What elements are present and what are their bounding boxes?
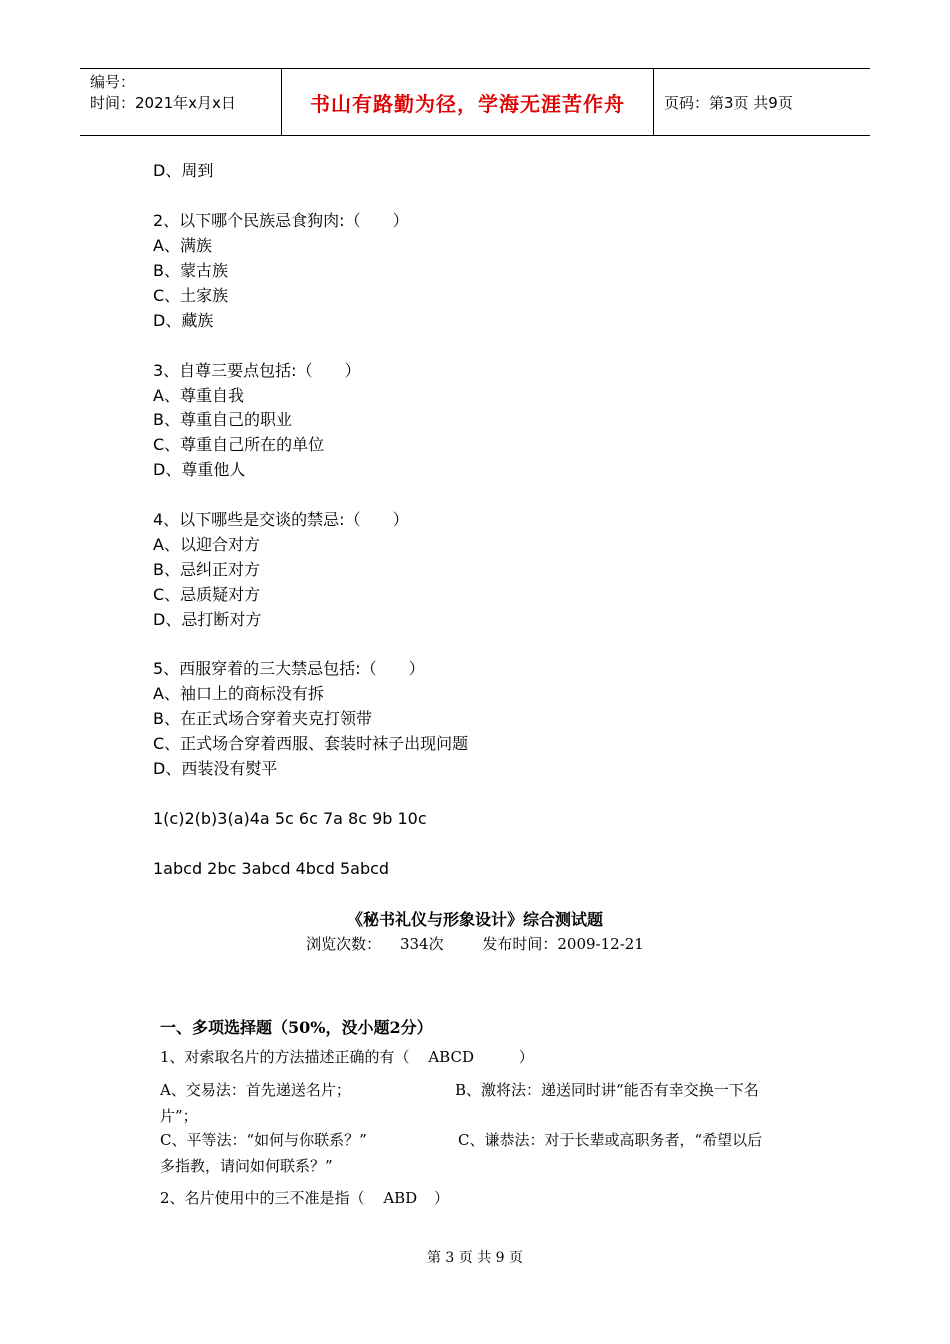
- q3-stem: 3、自尊三要点包括:（ ）: [153, 361, 361, 380]
- q2-option: D、藏族: [153, 311, 214, 330]
- answers-line-2: 1abcd 2bc 3abcd 4bcd 5abcd: [153, 859, 390, 878]
- q1-option-d: D、周到: [153, 161, 214, 180]
- page-label: 页码：第3页 共9页: [664, 93, 793, 112]
- sq1-close: ）: [518, 1048, 534, 1066]
- sq1-stem: [160, 1046, 534, 1067]
- sq1-option-b-cont: 片”；: [160, 1107, 198, 1125]
- sq1-option-c: C、平等法：“如何与你联系？”: [160, 1131, 367, 1149]
- q2-stem: 2、以下哪个民族忌食狗肉:（ ）: [153, 211, 409, 230]
- q3-option: C、尊重自己所在的单位: [153, 435, 325, 454]
- q5-option: B、在正式场合穿着夹克打领带: [153, 709, 372, 728]
- number-label: 编号：: [90, 73, 136, 91]
- sq1-option-d: C、谦恭法：对于长辈或高职务者，“希望以后: [458, 1131, 763, 1149]
- sq1-stem-text: 1、对索取名片的方法描述正确的有（: [160, 1048, 410, 1066]
- q5-option: A、袖口上的商标没有拆: [153, 684, 324, 703]
- motto: 书山有路勤为径，学海无涯苦作舟: [310, 91, 625, 116]
- views-count: 334次: [399, 935, 444, 953]
- q4-option: D、忌打断对方: [153, 610, 262, 629]
- sq2-stem-text: 2、名片使用中的三不准是指（: [160, 1189, 365, 1207]
- q4-option: B、忌纠正对方: [153, 560, 260, 579]
- article-meta: [0, 933, 950, 954]
- q4-stem: 4、以下哪些是交谈的禁忌:（ ）: [153, 510, 409, 529]
- q2-option: C、土家族: [153, 286, 229, 305]
- q5-option: C、正式场合穿着西服、套装时袜子出现问题: [153, 734, 469, 753]
- sq2-close: ）: [434, 1189, 450, 1207]
- sq1-answer: ABCD: [428, 1048, 474, 1066]
- views-label: 浏览次数：: [306, 935, 382, 953]
- q3-option: D、尊重他人: [153, 460, 246, 479]
- section-heading: 一、多项选择题（50%，没小题2分）: [160, 1018, 433, 1037]
- sq1-option-a: A、交易法：首先递送名片；: [160, 1081, 351, 1099]
- q5-option: D、西装没有熨平: [153, 759, 278, 778]
- header-meta: [80, 69, 282, 135]
- sq1-option-b: B、激将法：递送同时讲“能否有幸交换一下名: [455, 1081, 759, 1099]
- sq2-stem: [160, 1187, 449, 1208]
- q4-option: A、以迎合对方: [153, 535, 260, 554]
- q3-option: A、尊重自我: [153, 386, 244, 405]
- page-footer: 第 3 页 共 9 页: [426, 1250, 524, 1266]
- q5-stem: 5、西服穿着的三大禁忌包括:（ ）: [153, 659, 425, 678]
- sq2-answer: ABD: [383, 1189, 418, 1207]
- header-page-cell: [654, 69, 870, 135]
- header-motto-cell: [282, 69, 654, 135]
- publish-date: 发布时间：2009-12-21: [482, 935, 644, 953]
- q2-option: B、蒙古族: [153, 261, 228, 280]
- q3-option: B、尊重自己的职业: [153, 410, 292, 429]
- header-table: [80, 68, 870, 136]
- q4-option: C、忌质疑对方: [153, 585, 261, 604]
- article-title: 《秘书礼仪与形象设计》综合测试题: [346, 910, 603, 929]
- q2-option: A、满族: [153, 236, 212, 255]
- answers-line-1: 1(c)2(b)3(a)4a 5c 6c 7a 8c 9b 10c: [153, 809, 427, 828]
- time-label: 时间：2021年x月x日: [90, 94, 236, 112]
- sq1-option-d-cont: 多指教，请问如何联系？”: [160, 1157, 333, 1175]
